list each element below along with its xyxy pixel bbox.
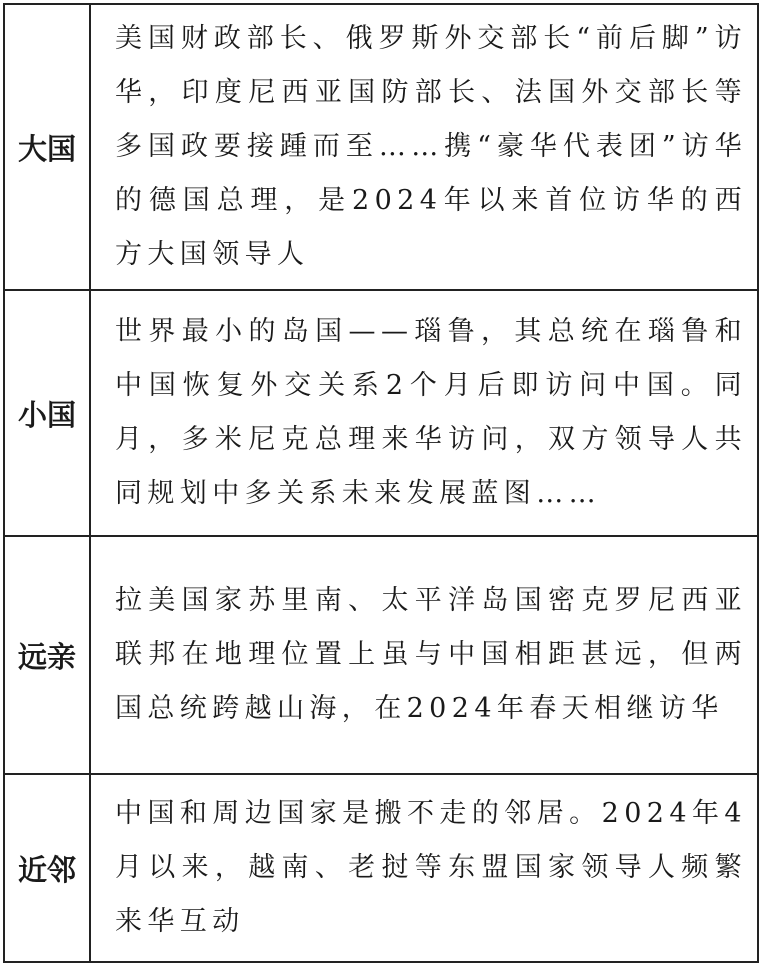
row-content-major-powers: 美国财政部长、俄罗斯外交部长“前后脚”访华，印度尼西亚国防部长、法国外交部长等多国政要接踵而至……携“豪华代表团”访华的德国总理，是2024年以来首位访华的西方大国领导人 — [90, 4, 758, 290]
table-row — [4, 774, 758, 962]
table-row — [4, 290, 758, 536]
row-label-small-countries: 小国 — [4, 290, 90, 536]
table-row — [4, 4, 758, 290]
table-row — [4, 536, 758, 774]
row-content-distant-friends: 拉美国家苏里南、太平洋岛国密克罗尼西亚联邦在地理位置上虽与中国相距甚远，但两国总统跨越山海，在2024年春天相继访华 — [90, 536, 758, 774]
row-label-major-powers: 大国 — [4, 4, 90, 290]
row-label-distant-friends: 远亲 — [4, 536, 90, 774]
row-label-neighbors: 近邻 — [4, 774, 90, 962]
country-visits-table — [3, 3, 759, 963]
row-content-neighbors: 中国和周边国家是搬不走的邻居。2024年4月以来，越南、老挝等东盟国家领导人频繁来华互动 — [90, 774, 758, 962]
row-content-small-countries: 世界最小的岛国——瑙鲁，其总统在瑙鲁和中国恢复外交关系2个月后即访问中国。同月，多米尼克总理来华访问，双方领导人共同规划中多关系未来发展蓝图…… — [90, 290, 758, 536]
